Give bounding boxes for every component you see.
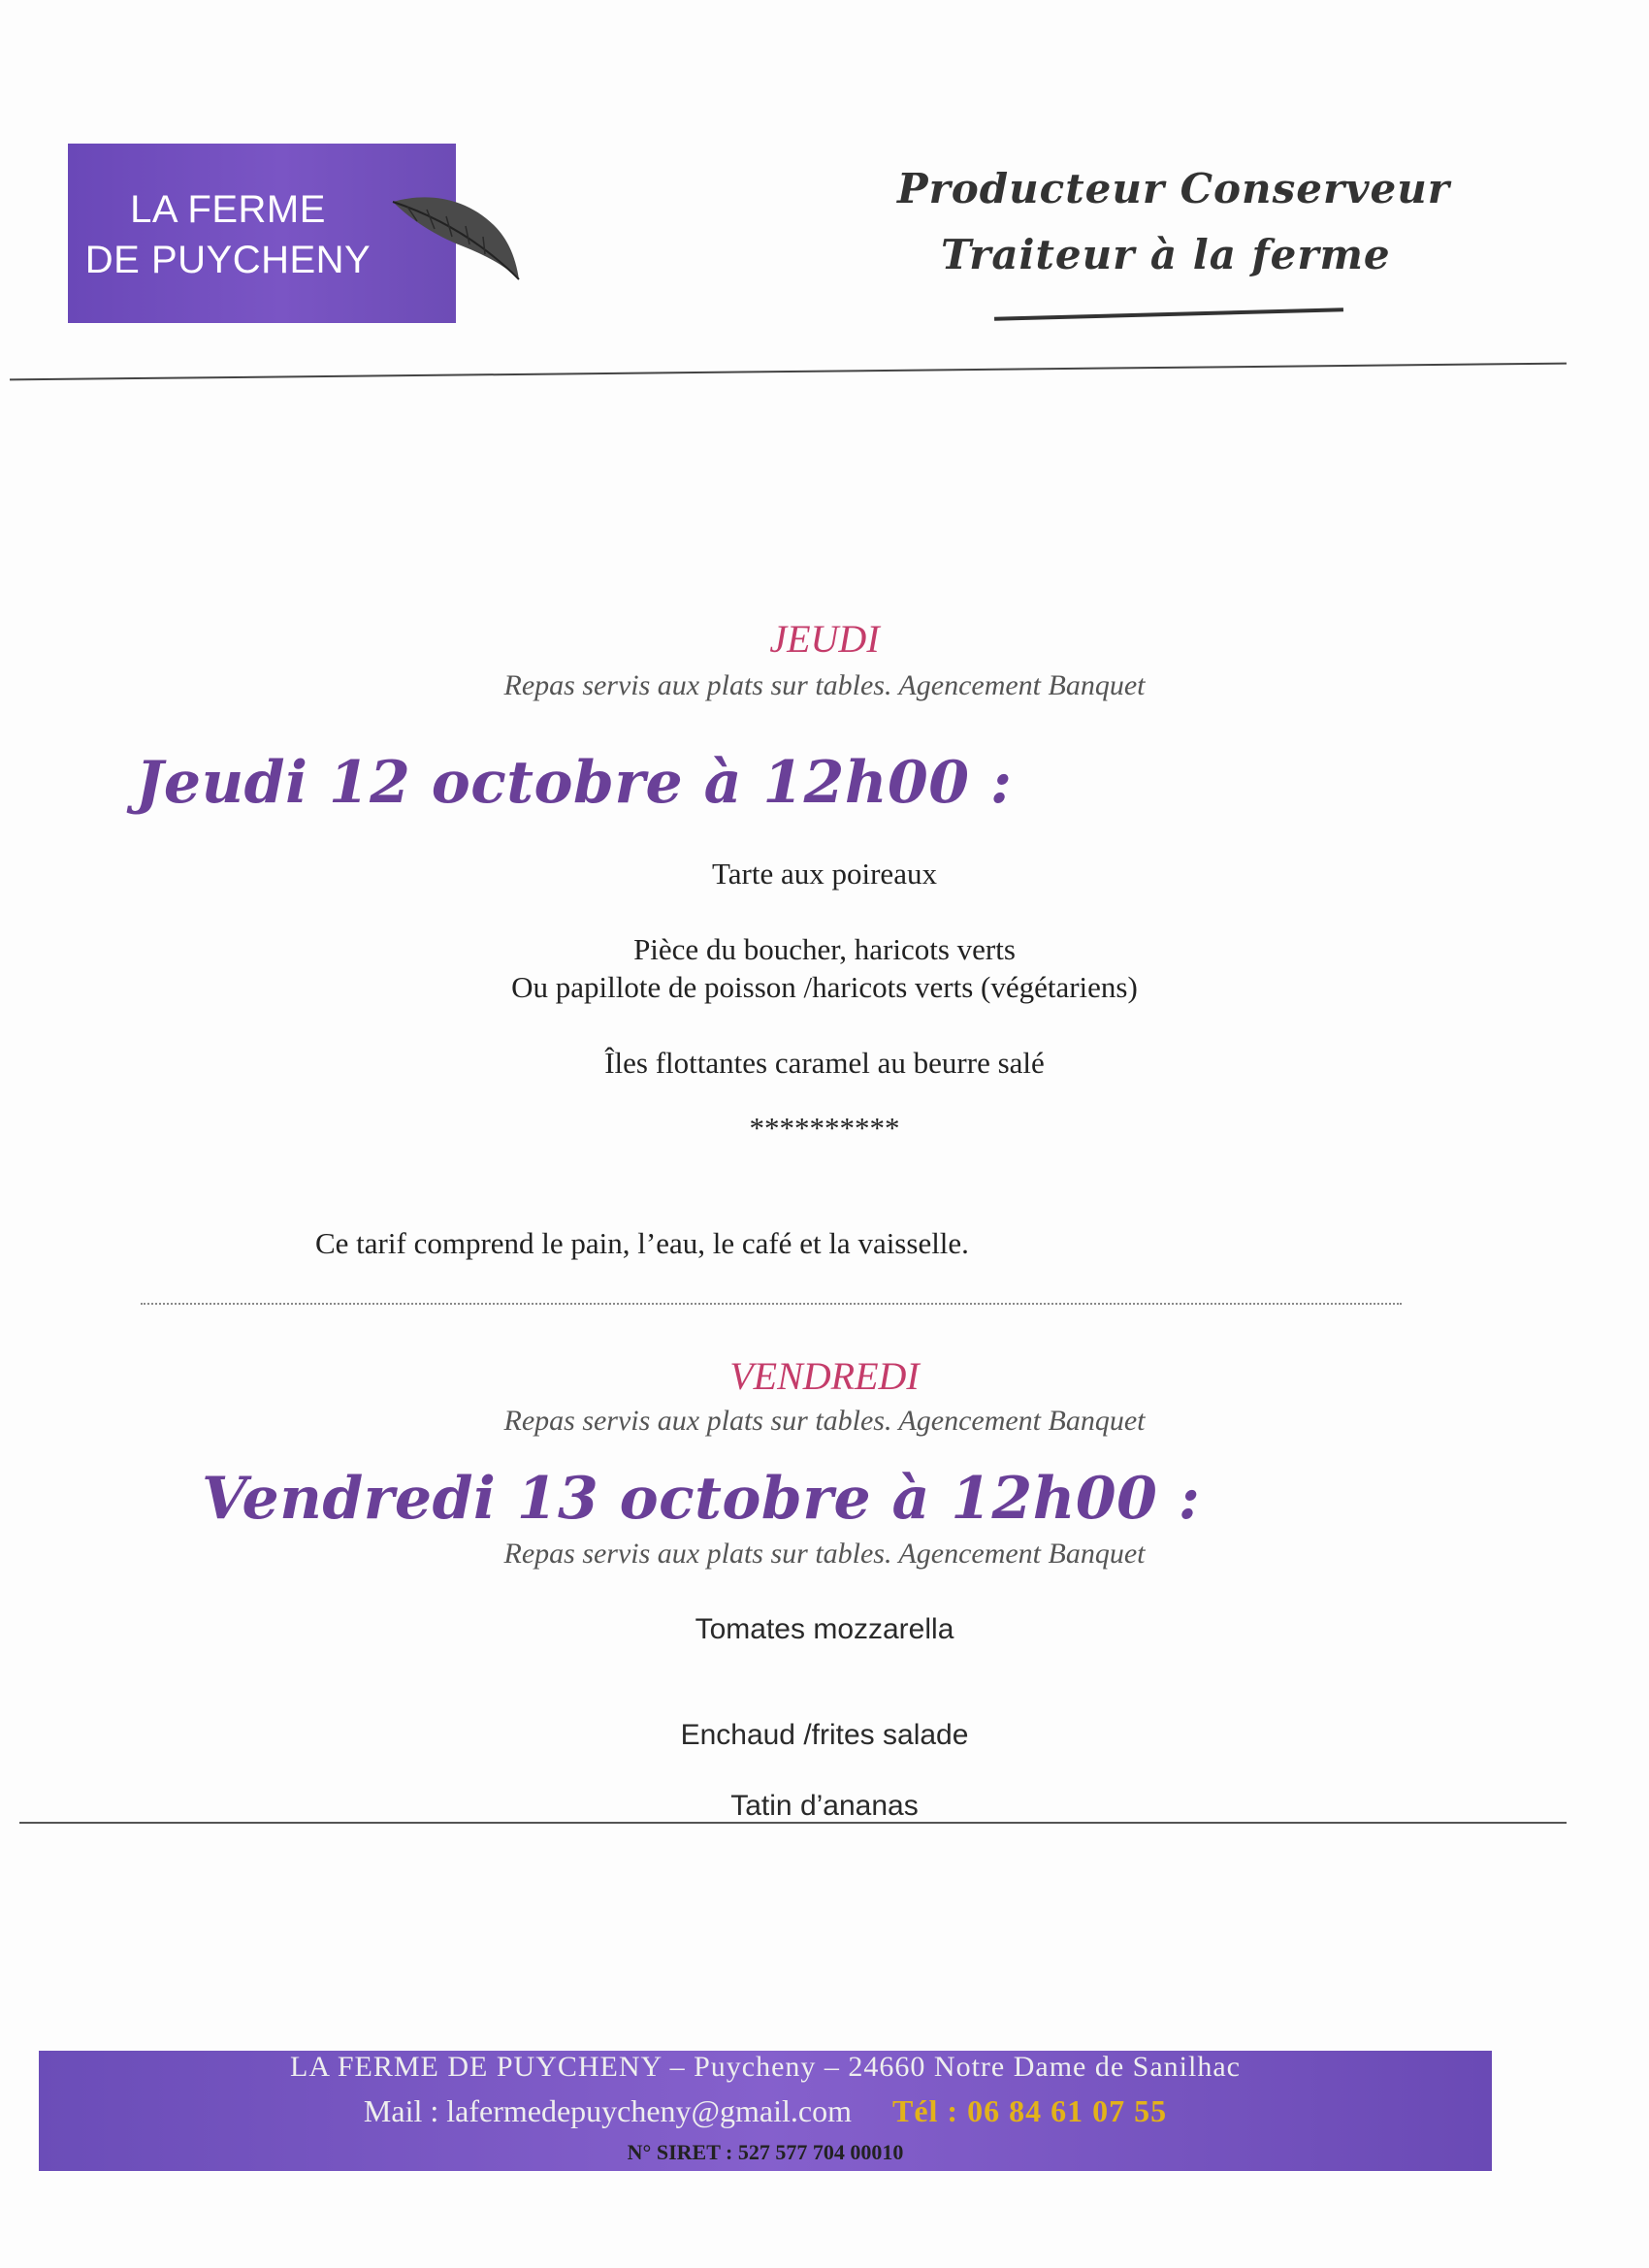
vendredi-title: Vendredi 13 octobre à 12h00 : bbox=[202, 1465, 1201, 1533]
section-divider bbox=[141, 1303, 1402, 1305]
jeudi-menu-separator: ********** bbox=[749, 1111, 900, 1145]
footer-siret: N° SIRET : 527 577 704 00010 bbox=[627, 2140, 904, 2164]
logo-text bbox=[68, 184, 388, 285]
logo bbox=[68, 144, 456, 323]
jeudi-menu-item: Ou papillote de poisson /haricots verts (végétariens) bbox=[511, 970, 1138, 1004]
tagline-line2: Traiteur à la ferme bbox=[941, 231, 1391, 278]
footer-email: Mail : lafermedepuycheny@gmail.com bbox=[363, 2093, 852, 2128]
jeudi-title: Jeudi 12 octobre à 12h00 : bbox=[136, 749, 1013, 817]
feather-icon bbox=[388, 182, 524, 289]
tagline-underline bbox=[994, 308, 1343, 320]
vendredi-menu-item: Enchaud /frites salade bbox=[680, 1719, 969, 1751]
jeudi-menu-item: Îles flottantes caramel au beurre salé bbox=[604, 1046, 1045, 1080]
jeudi-menu-item: Pièce du boucher, haricots verts bbox=[633, 932, 1016, 966]
jeudi-day-heading: JEUDI bbox=[769, 617, 880, 661]
jeudi-subtitle: Repas servis aux plats sur tables. Agencement Banquet bbox=[503, 669, 1146, 701]
logo-line2: DE PUYCHENY bbox=[84, 239, 372, 281]
bottom-divider bbox=[19, 1822, 1567, 1824]
vendredi-day-heading: VENDREDI bbox=[729, 1354, 920, 1398]
vendredi-menu-item: Tomates mozzarella bbox=[695, 1613, 954, 1645]
vendredi-subtitle: Repas servis aux plats sur tables. Agencement Banquet bbox=[503, 1405, 1146, 1437]
logo-line1: LA FERME bbox=[130, 188, 326, 231]
vendredi-menu-item: Tatin d’ananas bbox=[730, 1790, 919, 1822]
header-divider bbox=[10, 363, 1567, 381]
footer-banner bbox=[39, 2051, 1492, 2171]
footer-contact bbox=[39, 2093, 1492, 2129]
jeudi-price-note: Ce tarif comprend le pain, l’eau, le café et la vaisselle. bbox=[315, 1226, 969, 1260]
tagline-line1: Producteur Conserveur bbox=[897, 165, 1450, 212]
jeudi-menu-item: Tarte aux poireaux bbox=[712, 857, 937, 891]
vendredi-subtitle-2: Repas servis aux plats sur tables. Agencement Banquet bbox=[503, 1538, 1146, 1570]
footer-address: LA FERME DE PUYCHENY – Puycheny – 24660 Notre Dame de Sanilhac bbox=[290, 2051, 1241, 2083]
footer-phone: Tél : 06 84 61 07 55 bbox=[891, 2093, 1168, 2128]
